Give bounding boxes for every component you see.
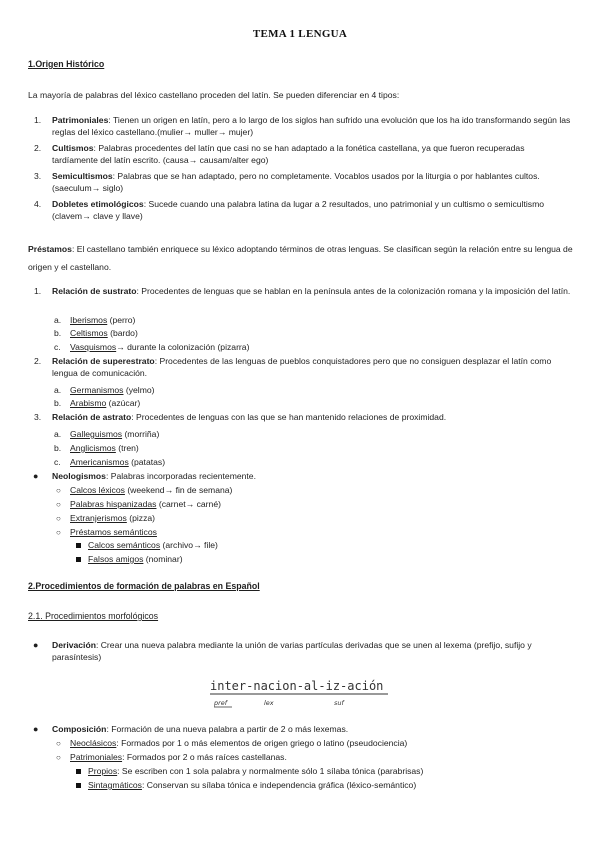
sub-letter: b. <box>54 328 62 338</box>
sub-item: Germanismos (yelmo) <box>70 385 155 395</box>
sub-letter: c. <box>54 457 61 467</box>
sub-letter: b. <box>54 398 62 408</box>
page-title: TEMA 1 LENGUA <box>252 28 348 40</box>
list-item-sustrato: Relación de sustrato: Procedentes de lenguas que se hablan en la península antes de la colonización romana y la imposición del latín. <box>52 286 571 296</box>
bullet-dot: ● <box>33 724 39 734</box>
sub-letter: c. <box>54 342 61 352</box>
sub-item: Calcos semánticos (archivo→ file) <box>88 540 218 550</box>
list-number: 1. <box>34 115 42 125</box>
square-bullet <box>76 543 81 548</box>
hand-label-lex: lex <box>264 699 274 707</box>
circle-bullet: ○ <box>56 753 61 762</box>
sub-item: Calcos léxicos (weekend→ fin de semana) <box>70 485 233 495</box>
section-heading-procedimientos: 2.Procedimientos de formación de palabras en Español <box>28 581 260 591</box>
circle-bullet: ○ <box>56 739 61 748</box>
list-number: 3. <box>34 171 42 181</box>
hand-label-pref: pref <box>214 699 228 707</box>
sub-item: Neoclásicos: Formados por 1 o más elementos de origen griego o latino (pseudociencia) <box>70 738 408 748</box>
list-number: 3. <box>34 412 42 422</box>
sub-item: Sintagmáticos: Conservan su sílaba tónica e independencia gráfica (léxico-semántico) <box>88 780 417 790</box>
sub-item: Falsos amigos (nominar) <box>88 554 183 564</box>
sub-item: Celtismos (bardo) <box>70 328 138 338</box>
section-heading-origen: 1.Origen Histórico <box>28 59 105 69</box>
bullet-dot: ● <box>33 471 39 481</box>
list-item-cultismos: Cultismos: Palabras procedentes del latín que casi no se han adaptado a la fonética castellana, ya que fueron recuperadas tardíamente del latín escrito. (causa→ causam/alter ego) <box>52 143 525 165</box>
hand-label-suf: suf <box>334 699 344 707</box>
hand-word: inter-nacion-al-iz-ación <box>210 679 384 693</box>
list-number: 4. <box>34 199 42 209</box>
handwritten-morphology-diagram <box>206 676 396 710</box>
list-item-superestrato: Relación de superestrato: Procedentes de las lenguas de pueblos conquistadores pero que no consiguen desplazar el latín como lengua de comunicación. <box>52 356 552 378</box>
prestamos-paragraph: Préstamos: El castellano también enriquece su léxico adoptando términos de otras lenguas. Se clasifican según la relación entre su lengua de origen y el castellano. <box>28 244 573 272</box>
list-item-dobletes: Dobletes etimológicos: Sucede cuando una palabra latina da lugar a 2 resultados, uno patrimonial y un cultismo o semicultismo (clavem→ clave y llave) <box>52 199 545 221</box>
circle-bullet: ○ <box>56 514 61 523</box>
square-bullet <box>76 769 81 774</box>
circle-bullet: ○ <box>56 528 61 537</box>
sub-item: Arabismo (azúcar) <box>70 398 141 408</box>
sub-letter: b. <box>54 443 62 453</box>
sub-letter: a. <box>54 429 62 439</box>
bullet-dot: ● <box>33 640 39 650</box>
list-number: 2. <box>34 143 42 153</box>
list-item-astrato: Relación de astrato: Procedentes de lenguas con las que se han mantenido relaciones de proximidad. <box>52 412 447 422</box>
list-item-semicultismos: Semicultismos: Palabras que se han adaptado, pero no completamente. Vocablos usados por la liturgia o por hablantes cultos. (saeculum→ siglo) <box>52 171 540 193</box>
sub-item: Propios: Se escriben con 1 sola palabra y normalmente sólo 1 sílaba tónica (parabrisas) <box>88 766 424 776</box>
sub-item: Préstamos semánticos <box>70 527 157 537</box>
sub-item: Extranjerismos (pizza) <box>70 513 156 523</box>
list-number: 2. <box>34 356 42 366</box>
list-item-patrimoniales: Patrimoniales: Tienen un origen en latín, pero a lo largo de los siglos han sufrido una evolución que los ha ido transformando según las reglas del léxico castellano.(mulier→ muller→ mujer) <box>52 115 571 137</box>
sub-item: Patrimoniales: Formados por 2 o más raíces castellanas. <box>70 752 287 762</box>
sub-item: Vasquismos→ durante la colonización (pizarra) <box>70 342 250 352</box>
sub-letter: a. <box>54 385 62 395</box>
circle-bullet: ○ <box>56 500 61 509</box>
list-item-derivacion: Derivación: Crear una nueva palabra mediante la unión de varias partículas derivadas que se unen al lexema (prefijo, sufijo y parasíntesis) <box>52 640 532 662</box>
intro-paragraph: La mayoría de palabras del léxico castellano proceden del latín. Se pueden diferenciar en 4 tipos: <box>28 90 400 100</box>
sub-item: Anglicismos (tren) <box>70 443 139 453</box>
sub-item: Palabras hispanizadas (carnet→ carné) <box>70 499 221 509</box>
sub-item: Americanismos (patatas) <box>70 457 166 467</box>
subsection-heading-morfologicos: 2.1. Procedimientos morfológicos <box>28 611 159 621</box>
list-number: 1. <box>34 286 42 296</box>
square-bullet <box>76 783 81 788</box>
square-bullet <box>76 557 81 562</box>
list-item-neologismos: Neologismos: Palabras incorporadas recientemente. <box>52 471 256 481</box>
circle-bullet: ○ <box>56 486 61 495</box>
sub-item: Galleguismos (morriña) <box>70 429 160 439</box>
sub-item: Iberismos (perro) <box>70 315 136 325</box>
list-item-composicion: Composición: Formación de una nueva palabra a partir de 2 o más lexemas. <box>52 724 349 734</box>
sub-letter: a. <box>54 315 62 325</box>
